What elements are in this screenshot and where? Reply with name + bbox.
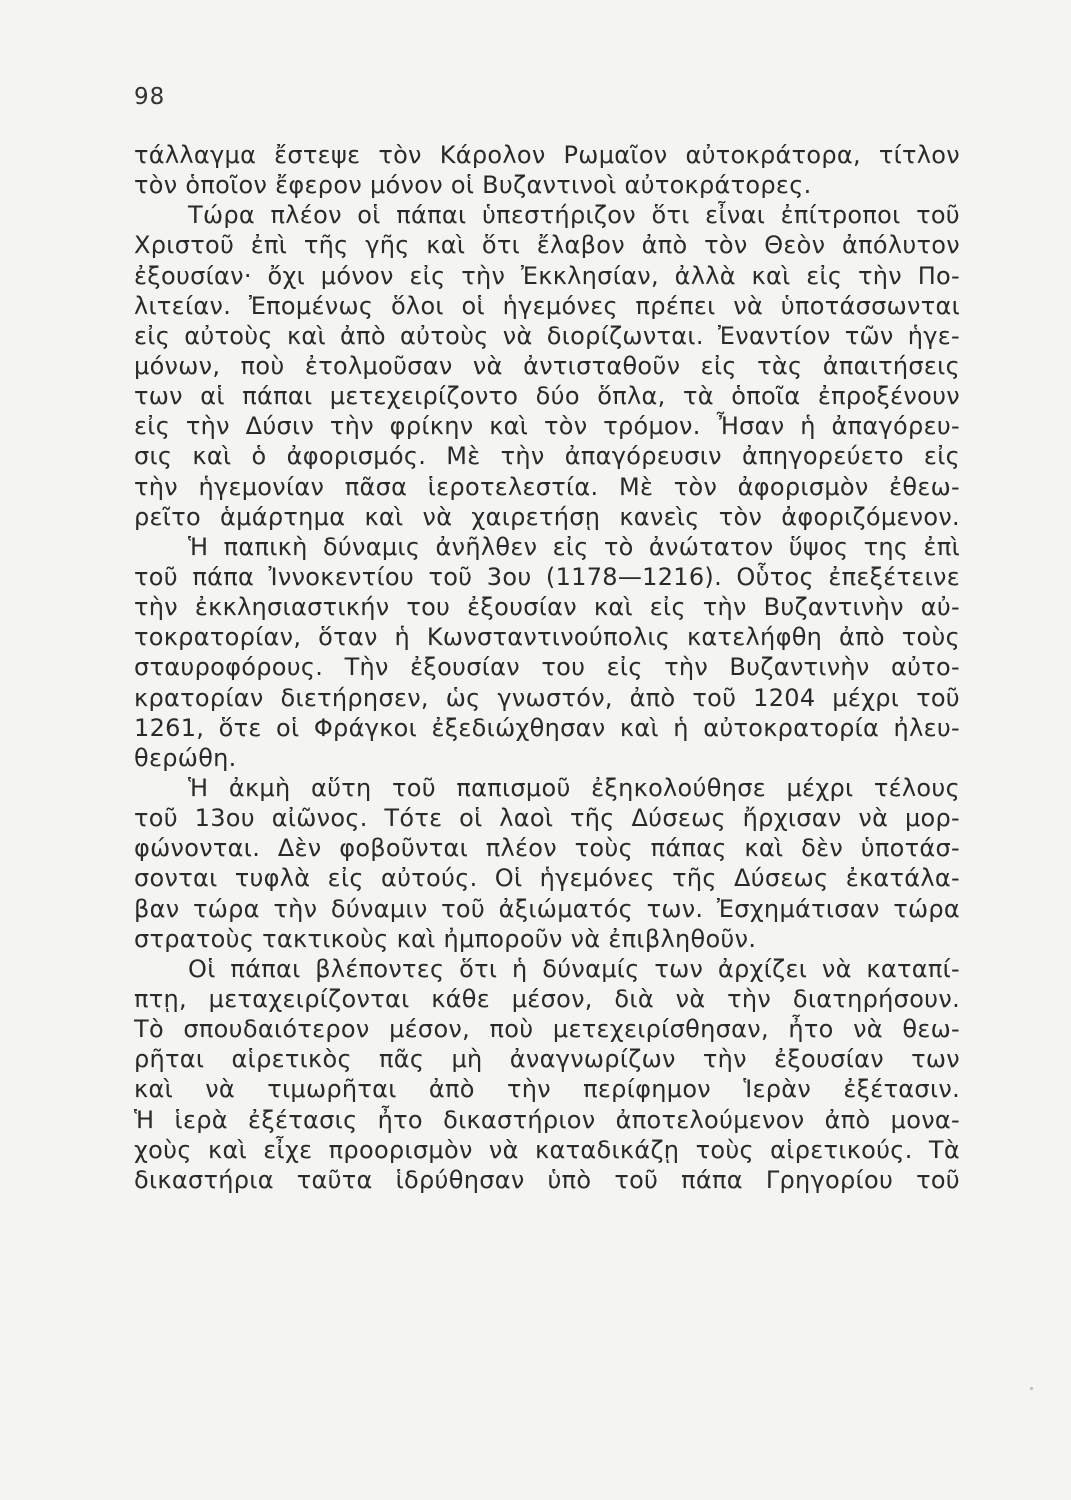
text-line: μόνων, ποὺ ἐτολμοῦσαν νὰ ἀντισταθοῦν εἰς τὰς ἀπαιτήσεις bbox=[134, 351, 960, 380]
text-line: δικαστήρια ταῦτα ἱδρύθησαν ὑπὸ τοῦ πάπα Γρηγορίου τοῦ bbox=[134, 1165, 960, 1194]
text-line: Ἡ ἱερὰ ἐξέτασις ἦτο δικαστήριον ἀποτελούμενον ἀπὸ μονα- bbox=[134, 1105, 960, 1134]
text-line: ρῆται αἱρετικὸς πᾶς μὴ ἀναγνωρίζων τὴν ἐξουσίαν των bbox=[134, 1045, 960, 1074]
text-line: εἰς αὐτοὺς καὶ ἀπὸ αὐτοὺς νὰ διορίζωνται. Ἐναντίον τῶν ἡγε- bbox=[134, 321, 960, 350]
text-line: στρατοὺς τακτικοὺς καὶ ἠμποροῦν νὰ ἐπιβληθοῦν. bbox=[134, 924, 757, 953]
body-text bbox=[134, 140, 960, 1195]
text-line: Ἡ παπικὴ δύναμις ἀνῆλθεν εἰς τὸ ἀνώτατον ὕψος της ἐπὶ bbox=[188, 532, 960, 561]
text-line: τοκρατορίαν, ὅταν ἡ Κωνσταντινούπολις κατελήφθη ἀπὸ τοὺς bbox=[134, 623, 960, 652]
text-line: Ἡ ἀκμὴ αὕτη τοῦ παπισμοῦ ἐξηκολούθησε μέχρι τέλους bbox=[188, 773, 960, 802]
text-line: τὸν ὁποῖον ἔφερον μόνον οἱ Βυζαντινοὶ αὐτοκράτορες. bbox=[134, 171, 812, 200]
text-line: κρατορίαν διετήρησεν, ὡς γνωστόν, ἀπὸ τοῦ 1204 μέχρι τοῦ bbox=[134, 683, 960, 712]
text-line: φώνονται. Δὲν φοβοῦνται πλέον τοὺς πάπας καὶ δὲν ὑποτάσ- bbox=[134, 834, 960, 863]
text-line: ἐξουσίαν· ὄχι μόνον εἰς τὴν Ἐκκλησίαν, ἀλλὰ καὶ εἰς τὴν Πο- bbox=[134, 261, 960, 290]
text-line: λιτείαν. Ἐπομένως ὅλοι οἱ ἡγεμόνες πρέπει νὰ ὑποτάσσωνται bbox=[134, 291, 960, 320]
text-line: σις καὶ ὁ ἀφορισμός. Μὲ τὴν ἀπαγόρευσιν ἀπηγορεύετο εἰς bbox=[134, 442, 960, 471]
page-number: 98 bbox=[134, 84, 166, 110]
text-line: τοῦ πάπα Ἰννοκεντίου τοῦ 3ου (1178—1216). Οὗτος ἐπεξέτεινε bbox=[134, 562, 960, 591]
text-line: 1261, ὅτε οἱ Φράγκοι ἐξεδιώχθησαν καὶ ἡ αὐτοκρατορία ἠλευ- bbox=[134, 713, 960, 742]
text-line: τὴν ἐκκλησιαστικήν του ἐξουσίαν καὶ εἰς τὴν Βυζαντινὴν αὐ- bbox=[134, 593, 960, 622]
text-line: τάλλαγμα ἔστεψε τὸν Κάρολον Ρωμαῖον αὐτοκράτορα, τίτλον bbox=[134, 141, 960, 169]
text-line: τὴν ἡγεμονίαν πᾶσα ἱεροτελεστία. Μὲ τὸν ἀφορισμὸν ἐθεω- bbox=[134, 472, 960, 501]
text-line: τοῦ 13ου αἰῶνος. Τότε οἱ λαοὶ τῆς Δύσεως ἤρχισαν νὰ μορ- bbox=[134, 804, 960, 833]
scan-speck bbox=[1030, 1387, 1033, 1390]
text-line: Χριστοῦ ἐπὶ τῆς γῆς καὶ ὅτι ἔλαβον ἀπὸ τὸν Θεὸν ἀπόλυτον bbox=[134, 231, 960, 260]
text-line: σονται τυφλὰ εἰς αὐτούς. Οἱ ἡγεμόνες τῆς Δύσεως ἐκατάλα- bbox=[134, 864, 960, 893]
text-line: σταυροφόρους. Τὴν ἐξουσίαν του εἰς τὴν Βυζαντινὴν αὐτο- bbox=[134, 653, 960, 682]
text-line: θερώθη. bbox=[134, 743, 237, 772]
text-line: των αἱ πάπαι μετεχειρίζοντο δύο ὅπλα, τὰ ὁποῖα ἐπροξένουν bbox=[134, 382, 960, 411]
text-line: Τὸ σπουδαιότερον μέσον, ποὺ μετεχειρίσθησαν, ἦτο νὰ θεω- bbox=[134, 1015, 960, 1044]
text-line: πτῃ, μεταχειρίζονται κάθε μέσον, διὰ νὰ τὴν διατηρήσουν. bbox=[134, 984, 960, 1013]
text-line: καὶ νὰ τιμωρῆται ἀπὸ τὴν περίφημον Ἱερὰν ἐξέτασιν. bbox=[134, 1075, 960, 1104]
text-line: βαν τώρα τὴν δύναμιν τοῦ ἀξιώματός των. Ἐσχημάτισαν τώρα bbox=[134, 894, 960, 923]
text-line: Οἱ πάπαι βλέποντες ὅτι ἡ δύναμίς των ἀρχίζει νὰ καταπί- bbox=[188, 954, 960, 983]
text-line: χοὺς καὶ εἶχε προορισμὸν νὰ καταδικάζῃ τοὺς αἱρετικούς. Τὰ bbox=[134, 1135, 960, 1164]
text-line: ρεῖτο ἁμάρτημα καὶ νὰ χαιρετήσῃ κανεὶς τὸν ἀφοριζόμενον. bbox=[134, 502, 960, 531]
text-line: εἰς τὴν Δύσιν τὴν φρίκην καὶ τὸν τρόμον. Ἦσαν ἡ ἀπαγόρευ- bbox=[134, 412, 960, 441]
text-line: Τώρα πλέον οἱ πάπαι ὑπεστήριζον ὅτι εἶναι ἐπίτροποι τοῦ bbox=[188, 201, 960, 230]
